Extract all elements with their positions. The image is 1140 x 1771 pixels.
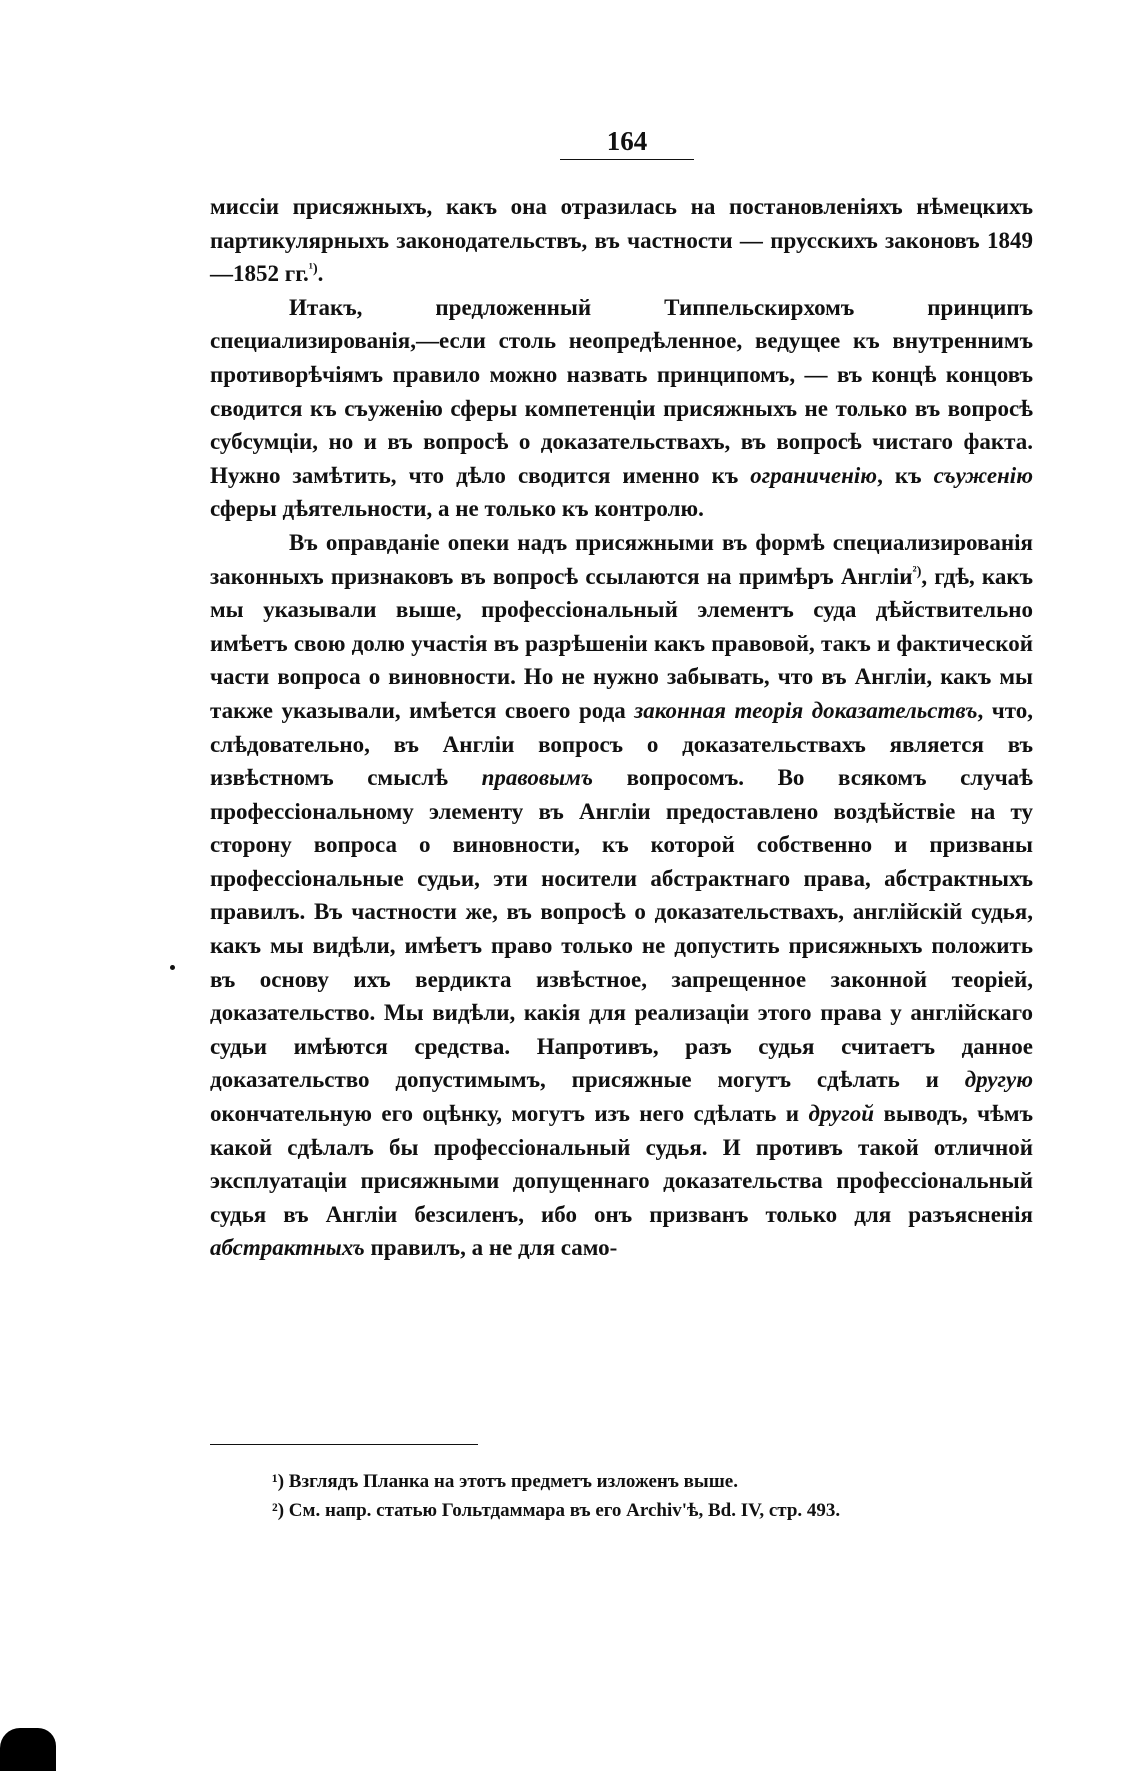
scan-corner-mark xyxy=(0,1728,56,1771)
paragraph-3: Въ оправданіе опеки надъ присяжными въ формѣ специализированія законныхъ признаковъ въ вопросѣ ссылаются на примѣръ Англіи$^{^2)}$, гдѣ, какъ мы указывали выше, профессіональный элементъ суда дѣйствительно имѣетъ свою долю участія въ разрѣшеніи какъ правовой, такъ и фактической части вопроса о виновности. Но не нужно забывать, что въ Англіи, какъ мы также указывали, имѣется своего рода законная теорія доказательствъ, что, слѣдовательно, въ Англіи вопросъ о доказательствахъ является въ извѣстномъ смыслѣ правовымъ вопросомъ. Во всякомъ случаѣ профессіональному элементу въ Англіи предоставлено воздѣйствіе на ту сторону вопроса о виновности, къ которой собственно и призваны профессіональные судьи, эти носители абстрактнаго права, абстрактныхъ правилъ. Въ частности же, въ вопросѣ о доказательствахъ, англійскій судья, какъ мы видѣли, имѣетъ право только не допустить присяжныхъ положить въ основу ихъ вердикта извѣстное, запрещенное законной теоріей, доказательство. Мы видѣли, какія для реализаціи этого права у англійскаго судьи имѣются средства. Напротивъ, разъ судья считаетъ данное доказательство допустимымъ, присяжные могутъ сдѣлать и другую окончательную его оцѣнку, могутъ изъ него сдѣлать и другой выводъ, чѣмъ какой сдѣлалъ бы профессіональный судья. И противъ такой отличной эксплуатаціи присяжными допущеннаго доказательства профессіональный судья въ Англіи безсиленъ, ибо онъ призванъ только для разъясненія абстрактныхъ правилъ, а не для само- xyxy=(210,529,1034,1261)
paragraph-2: Итакъ, предложенный Типпельскирхомъ принципъ специализированія,—если столь неопредѣленное, ведущее къ внутреннимъ противорѣчіямъ правило можно назвать принципомъ, — въ концѣ концовъ сводится къ съуженію сферы компетенціи присяжныхъ не только въ вопросѣ субсумціи, но и въ вопросѣ о доказательствахъ, въ вопросѣ чистаго факта. Нужно замѣтить, что дѣло сводится именно къ ограниченію, къ съуженію сферы дѣятельности, а не только къ контролю. xyxy=(210,294,1033,522)
page-number: 164 xyxy=(560,126,694,160)
footnotes xyxy=(272,1467,1037,1525)
margin-dot xyxy=(170,965,175,970)
footnote-1: ¹) Взглядъ Планка на этотъ предметъ изложенъ выше. xyxy=(272,1471,738,1492)
footnote-ref-1: ¹) xyxy=(308,261,318,277)
footnote-ref-2: ²) xyxy=(912,563,922,579)
paragraph-1: миссіи присяжныхъ, какъ она отразилась на постановленіяхъ нѣмецкихъ партикулярныхъ законодательствъ, въ частности — прусскихъ законовъ 1849—1852 гг.$^{^1)}$. xyxy=(210,194,1033,287)
main-text xyxy=(210,190,1033,1265)
footnote-divider xyxy=(210,1444,478,1445)
footnote-2: ²) См. напр. статью Гольтдаммара въ его Archiv'ѣ, Bd. IV, стр. 493. xyxy=(272,1500,841,1521)
